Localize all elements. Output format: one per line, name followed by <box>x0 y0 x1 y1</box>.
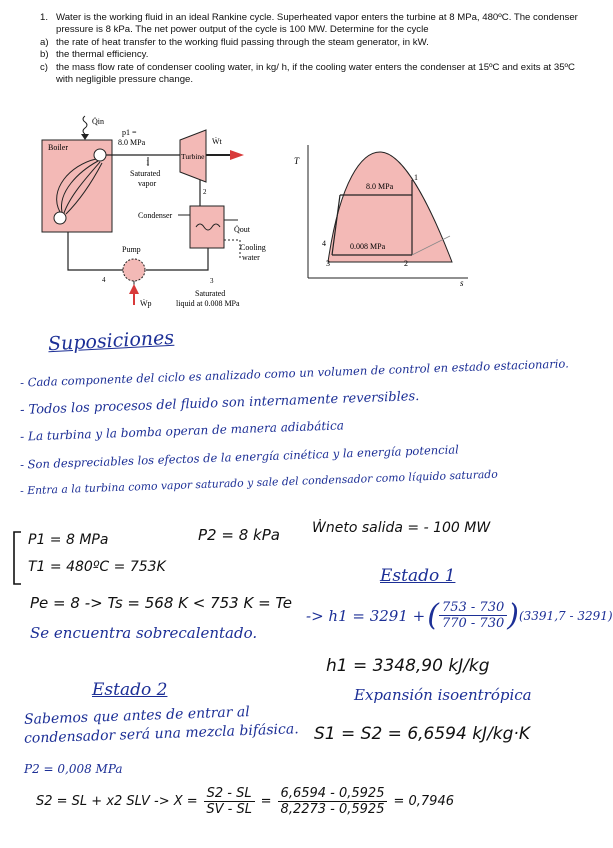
pump-label: Pump <box>122 245 141 254</box>
item-label: a) <box>40 36 49 48</box>
ts-diagram <box>294 140 470 288</box>
cooling-label-2: water <box>242 253 260 262</box>
sat-liquid-2: liquid at 0.008 MPa <box>176 299 240 308</box>
estado1-title: Estado 1 <box>380 566 456 586</box>
condenser-box <box>190 206 224 248</box>
state1-number: 1 <box>146 159 150 167</box>
ts-state1: 1 <box>414 173 418 182</box>
h1-expression <box>306 598 613 633</box>
quality-lhs: S2 = SL + x2 SLV -> X = <box>36 794 198 809</box>
item-label: c) <box>40 61 48 73</box>
t1-given: T1 = 480ºC = 753K <box>28 559 166 575</box>
quality-result: = 0,7946 <box>393 794 454 809</box>
cooling-water-path <box>224 240 240 260</box>
problem-text: Water is the working fluid in an ideal Rankine cycle. Superheated vapor enters the turbine at 8 MPa, 480ºC. The condenser pressure is 8 kPa. The net power output of the cycle is 100 MW. Determine for the cycle <box>56 12 578 36</box>
ts-state3: 3 <box>326 259 330 268</box>
wt-arrow-icon <box>230 150 244 160</box>
problem-statement <box>40 12 580 86</box>
ts-state4: 4 <box>322 239 326 248</box>
suposiciones-title: Suposiciones <box>47 326 175 356</box>
h1-fraction <box>439 600 507 631</box>
sat-vapor-2: vapor <box>138 179 157 188</box>
item-text: the mass flow rate of condenser cooling water, in kg/ h, if the cooling water enters the condenser at 15ºC and exits at 35ºC with negligible pressure change. <box>56 61 575 86</box>
rankine-schematic <box>30 110 290 315</box>
state4-number: 4 <box>102 276 106 284</box>
assumption-2: - Todos los procesos del fluido son internamente reversibles. <box>19 389 420 418</box>
quality-frac2 <box>278 786 388 817</box>
assumption-1: - Cada componente del ciclo es analizado como un volumen de control en estado estacionario. <box>19 356 570 390</box>
pump-circle <box>123 259 145 281</box>
item-text: the thermal efficiency. <box>56 49 149 61</box>
expansion-title: Expansión isoentrópica <box>354 686 532 704</box>
given-bracket <box>10 530 24 586</box>
problem-number: 1. <box>40 12 49 23</box>
saturation-dome <box>328 152 452 262</box>
line-pump-boiler <box>68 232 123 270</box>
h1-frac-den: 770 - 730 <box>441 616 505 631</box>
entropy-equal: S1 = S2 = 6,6594 kJ/kg·K <box>314 724 530 744</box>
sobrecalentado: Se encuentra sobrecalentado. <box>30 624 258 642</box>
p2-given: P2 = 8 kPa <box>198 526 280 544</box>
qout-label: Q̇out <box>234 225 250 234</box>
estado2-line2: condensador será una mezcla bifásica. <box>23 721 299 747</box>
wt-label: Ẇt <box>212 137 222 146</box>
quality-frac1-den: SV - SL <box>206 802 252 817</box>
p1-label-2: 8.0 MPa <box>118 138 146 147</box>
estado2-line1: Sabemos que antes de entrar al <box>23 704 250 728</box>
h1-lhs: -> h1 = 3291 + <box>306 606 426 625</box>
item-label: b) <box>40 49 49 61</box>
quality-frac2-num: 6,6594 - 0,5925 <box>278 786 388 802</box>
q-in-label: Q̇in <box>92 117 104 126</box>
estado2-title: Estado 2 <box>92 680 168 700</box>
equals-sign: = <box>260 794 272 809</box>
condenser-label: Condenser <box>138 211 173 220</box>
ts-state2: 2 <box>404 259 408 268</box>
boiler-label: Boiler <box>48 143 68 152</box>
problem-item-c <box>40 62 580 87</box>
assumption-4: - Son despreciables los efectos de la energía cinética y la energía potencial <box>19 442 460 472</box>
s-axis-label: s <box>460 278 464 288</box>
h1-frac-num: 753 - 730 <box>439 600 507 616</box>
sat-vapor-1: Saturated <box>130 169 161 178</box>
cooling-label-1: Cooling <box>240 243 266 252</box>
quality-equation <box>36 786 454 817</box>
quality-frac1 <box>204 786 255 817</box>
boiler-drum-bottom <box>54 212 66 224</box>
p-low-label: 0.008 MPa <box>350 242 386 251</box>
problem-main <box>40 12 580 37</box>
paren-open: ( <box>427 598 439 633</box>
paren-close: ) <box>507 598 519 633</box>
wp-label: Ẇp <box>140 299 152 308</box>
quality-frac1-num: S2 - SL <box>204 786 255 802</box>
p-high-label: 8.0 MPa <box>366 182 394 191</box>
h1-result: h1 = 3348,90 kJ/kg <box>326 656 490 676</box>
p2-state: P2 = 0,008 MPa <box>24 762 123 776</box>
state2-number: 2 <box>203 188 207 196</box>
p1-given: P1 = 8 MPa <box>28 532 109 548</box>
problem-item-a <box>40 37 580 49</box>
state3-number: 3 <box>210 277 214 285</box>
q-in-squiggle-icon <box>83 116 87 134</box>
t-axis-label: T <box>294 156 300 166</box>
item-text: the rate of heat transfer to the working fluid passing through the steam generator, in kW. <box>56 36 429 48</box>
sat-liquid-1: Saturated <box>195 289 226 298</box>
p1-label-1: p1 = <box>122 128 137 137</box>
assumption-3: - La turbina y la bomba operan de manera adiabática <box>19 418 345 444</box>
turbine-label: Turbine <box>181 152 205 161</box>
w-net: Ẇneto salida = - 100 MW <box>312 520 491 536</box>
problem-item-b <box>40 49 580 61</box>
sat-compare: Pe = 8 -> Ts = 568 K < 753 K = Te <box>30 594 292 612</box>
q-in-arrowhead-icon <box>81 134 89 140</box>
quality-frac2-den: 8,2273 - 0,5925 <box>280 802 385 817</box>
h1-tail: (3391,7 - 3291) <box>518 608 613 623</box>
assumption-5: - Entra a la turbina como vapor saturado y sale del condensador como líquido saturado <box>19 467 498 498</box>
line-condenser-pump <box>146 248 208 270</box>
wp-arrow-icon <box>129 284 139 294</box>
